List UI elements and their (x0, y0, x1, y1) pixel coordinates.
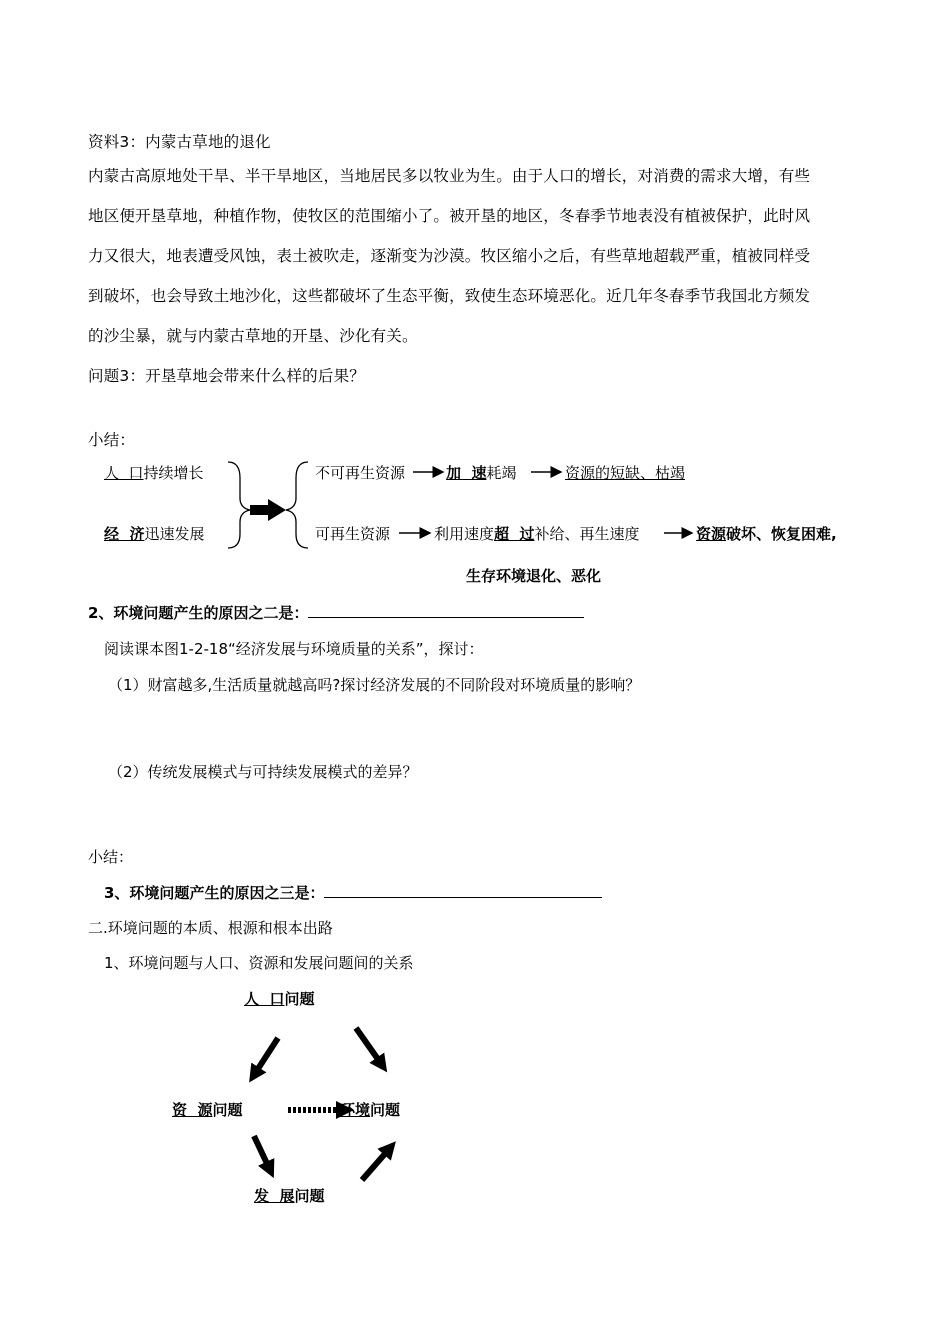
renewable-rest: 补给、再生速度 (534, 525, 640, 543)
cause-2-label: 2、环境问题产生的原因之二是： (88, 604, 309, 622)
cause-economy-rest: 迅速发展 (144, 525, 205, 543)
material-line-4: 到破坏，也会导致土地沙化，这些都破坏了生态平衡，致使生态环境恶化。近几年冬春季节我国北方频发 (88, 287, 811, 305)
cause-population-key: 人 口 (104, 464, 144, 482)
node-development-rest: 问题 (294, 1187, 325, 1205)
material-line-1: 内蒙古高原地处干旱、半干旱地区，当地居民多以牧业为生。由于人口的增长，对消费的需求大增，有些 (88, 167, 811, 185)
node-development-key: 发 展 (254, 1187, 295, 1205)
material-line-5: 的沙尘暴，就与内蒙古草地的开垦、沙化有关。 (88, 327, 418, 345)
arrow-population-to-resource-icon (254, 1038, 278, 1075)
arrow-development-to-environment-icon (362, 1148, 390, 1180)
node-resource-key: 资 源 (172, 1101, 213, 1119)
reading-q2: （2）传统发展模式与可持续发展模式的差异？ (108, 763, 418, 781)
material-title: 资料3：内蒙古草地的退化 (88, 133, 271, 151)
section-2-item-1: 1、环境问题与人口、资源和发展问题间的关系 (104, 954, 414, 972)
node-population-key: 人 口 (244, 990, 285, 1008)
renewable-label: 可再生资源 (315, 525, 391, 543)
material-line-3: 力又很大，地表遭受风蚀，表土被吹走，逐渐变为沙漠。牧区缩小之后，有些草地超载严重，植被同样受 (88, 247, 811, 265)
reading-q1: （1）财富越多,生活质量就越高吗?探讨经济发展的不同阶段对环境质量的影响？ (108, 676, 641, 694)
arrow-population-to-environment-icon (356, 1028, 382, 1065)
node-resource-rest: 问题 (212, 1101, 243, 1119)
question-3: 问题3：开垦草地会带来什么样的后果？ (88, 367, 365, 385)
cause-economy-key: 经 济 (104, 525, 145, 543)
nonrenewable-rest: 耗竭 (486, 464, 517, 482)
nonrenewable-result: 资源的短缺、枯竭 (565, 464, 686, 482)
cause-population-rest: 持续增长 (143, 464, 204, 482)
node-population-rest: 问题 (284, 990, 315, 1008)
node-environment-rest: 问题 (370, 1101, 401, 1119)
material-line-2: 地区便开垦草地，种植作物，使牧区的范围缩小了。被开垦的地区，冬春季节地表没有植被保护，此时风 (88, 207, 811, 225)
node-environment-key: 环境 (340, 1101, 371, 1119)
arrow-resource-to-development-icon (254, 1136, 270, 1170)
renewable-mid: 利用速度 (434, 525, 495, 543)
nonrenewable-label: 不可再生资源 (315, 464, 406, 482)
renewable-key: 超 过 (494, 525, 535, 543)
reading-intro: 阅读课本图1-2-18“经济发展与环境质量的关系”，探讨： (104, 640, 484, 658)
cause-3-label: 3、环境问题产生的原因之三是： (104, 884, 325, 902)
renewable-result-rest: 破坏、恢复困难, (726, 525, 837, 543)
final-result: 生存环境退化、恶化 (466, 567, 602, 585)
summary-2-label: 小结： (88, 848, 134, 866)
section-2-title: 二.环境问题的本质、根源和根本出路 (88, 919, 333, 937)
nonrenewable-key: 加 速 (446, 464, 487, 482)
renewable-result-key: 资源 (696, 525, 727, 543)
summary-label: 小结： (88, 431, 136, 449)
